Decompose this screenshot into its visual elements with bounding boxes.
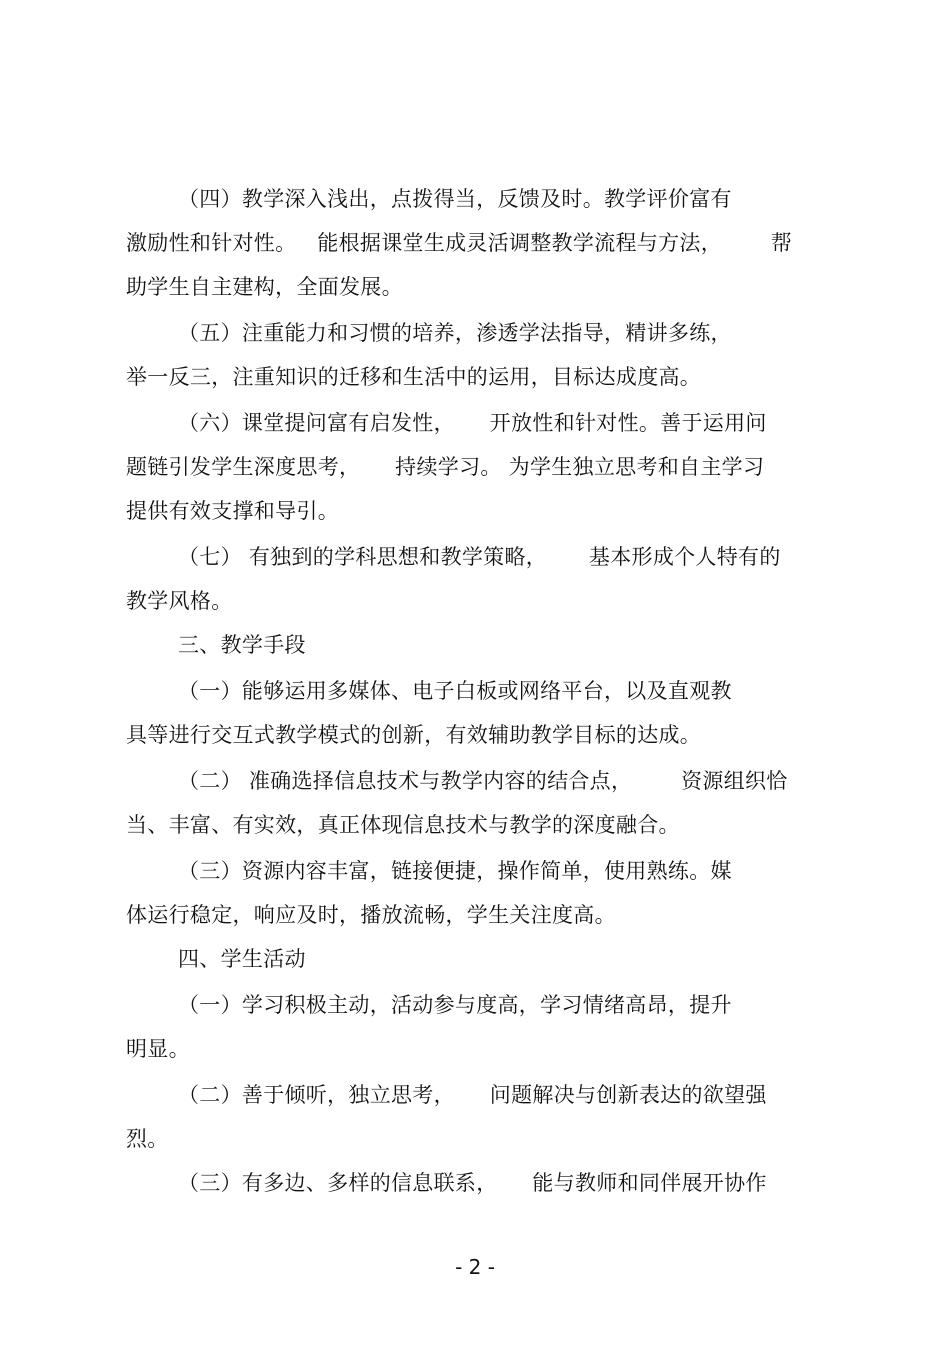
text-line: 提供有效支撑和导引。	[126, 499, 339, 523]
section-heading: 四、学生活动	[178, 947, 306, 971]
text-line: （二）善于倾听，独立思考， 问题解决与创新表达的欲望强	[178, 1083, 767, 1107]
text-line: （一）能够运用多媒体、电子白板或网络平台，以及直观教	[178, 679, 732, 703]
text-line: 具等进行交互式教学模式的创新，有效辅助教学目标的达成。	[126, 723, 702, 747]
text-line: 教学风格。	[126, 589, 233, 613]
text-line: （四）教学深入浅出，点拨得当，反馈及时。教学评价富有	[178, 187, 732, 211]
text-line: 举一反三，注重知识的迁移和生活中的运用，目标达成度高。	[126, 365, 702, 389]
text-line: 助学生自主建构，全面发展。	[126, 275, 403, 299]
text-line: 烈。	[126, 1127, 169, 1151]
text-line: 当、丰富、有实效，真正体现信息技术与教学的深度融合。	[126, 813, 680, 837]
text-line: （三）资源内容丰富，链接便捷，操作简单，使用熟练。媒	[178, 859, 732, 883]
text-line: （二） 准确选择信息技术与教学内容的结合点， 资源组织恰	[178, 769, 788, 793]
page-number: - 2 -	[455, 1255, 495, 1279]
text-line: 激励性和针对性。 能根据课堂生成灵活调整教学流程与方法， 帮	[126, 231, 793, 255]
text-line: （六）课堂提问富有启发性， 开放性和针对性。善于运用问	[178, 411, 767, 435]
text-line: 体运行稳定，响应及时，播放流畅，学生关注度高。	[126, 903, 616, 927]
text-line: （一）学习积极主动，活动参与度高，学习情绪高昂，提升	[178, 993, 732, 1017]
text-line: 明显。	[126, 1037, 190, 1061]
text-line: （三）有多边、多样的信息联系， 能与教师和同伴展开协作	[178, 1171, 767, 1195]
text-line: （七） 有独到的学科思想和教学策略， 基本形成个人特有的	[178, 545, 781, 569]
section-heading: 三、教学手段	[178, 633, 306, 657]
text-line: （五）注重能力和习惯的培养，渗透学法指导，精讲多练，	[178, 321, 732, 345]
text-line: 题链引发学生深度思考， 持续学习。 为学生独立思考和自主学习	[126, 455, 765, 479]
